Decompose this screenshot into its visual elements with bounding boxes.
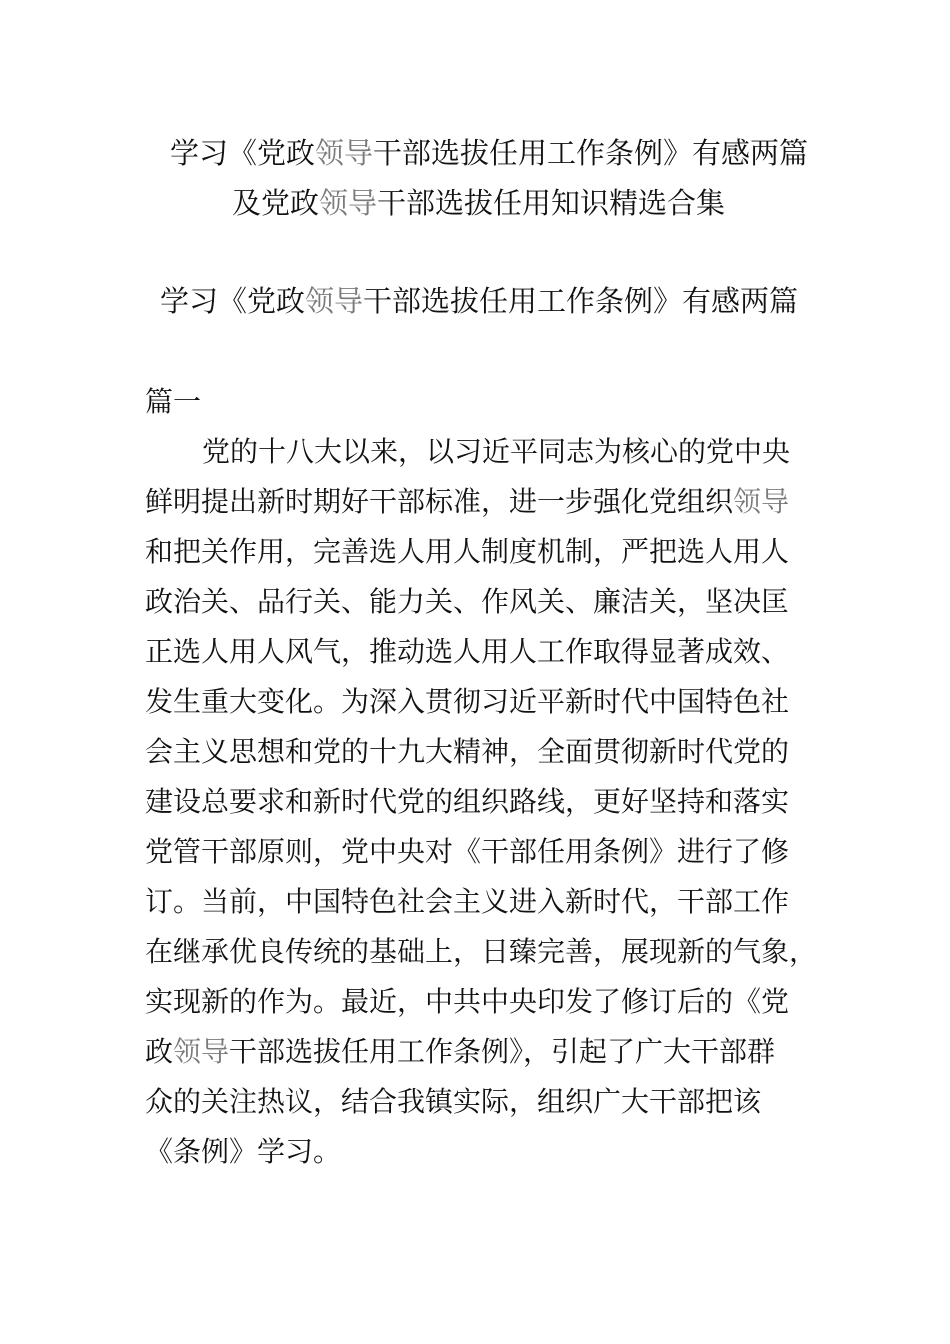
heading-text: 学习《党政	[160, 284, 306, 318]
paragraph-line: 政治关、品行关、能力关、作风关、廉洁关，坚决匡	[145, 585, 790, 618]
paragraph-line: 党的十八大以来，以习近平同志为核心的党中央	[202, 435, 791, 468]
paragraph-highlight: 领导	[733, 485, 790, 518]
paragraph-line: 实现新的作为。最近，中共中央印发了修订后的《党	[145, 985, 790, 1018]
paragraph-line	[145, 1035, 775, 1069]
paragraph-line: 会主义思想和党的十九大精神，全面贯彻新时代党的	[145, 735, 790, 768]
heading-highlight: 领导	[305, 284, 364, 318]
paragraph-highlight: 领导	[173, 1035, 230, 1068]
paragraph-line: 在继承优良传统的基础上，日臻完善，展现新的气象，	[145, 935, 818, 968]
paragraph-line: 和把关作用，完善选人用人制度机制，严把选人用人	[145, 535, 790, 568]
title-highlight: 领导	[315, 136, 374, 170]
paragraph-line: 发生重大变化。为深入贯彻习近平新时代中国特色社	[145, 685, 790, 718]
heading-text: 干部选拔任用工作条例》有感两篇	[363, 284, 799, 318]
paragraph-line: 党管干部原则，党中央对《干部任用条例》进行了修	[145, 835, 790, 868]
paragraph-line: 订。当前，中国特色社会主义进入新时代，干部工作	[145, 885, 790, 918]
paragraph-text: 干部选拔任用工作条例》，引起了广大干部群	[229, 1035, 776, 1068]
title-text: 干部选拔任用知识精选合集	[377, 186, 726, 220]
section-heading	[160, 284, 798, 318]
document-title-line-1	[170, 136, 808, 170]
paragraph-text: 鲜明提出新时期好干部标准，进一步强化党组织	[145, 485, 734, 518]
paragraph-text: 政	[145, 1035, 174, 1068]
paragraph-line: 《条例》学习。	[145, 1135, 342, 1168]
paragraph-line	[145, 485, 789, 519]
paragraph-line: 正选人用人风气，推动选人用人工作取得显著成效、	[145, 635, 790, 668]
paragraph-line: 众的关注热议，结合我镇实际，组织广大干部把该	[145, 1085, 762, 1118]
part-label: 篇一	[145, 385, 202, 418]
document-title-line-2	[232, 186, 725, 220]
title-highlight: 领导	[319, 186, 378, 220]
paragraph-line: 建设总要求和新时代党的组织路线，更好坚持和落实	[145, 785, 790, 818]
title-text: 干部选拔任用工作条例》有感两篇	[373, 136, 809, 170]
title-text: 学习《党政	[170, 136, 316, 170]
title-text: 及党政	[232, 186, 320, 220]
